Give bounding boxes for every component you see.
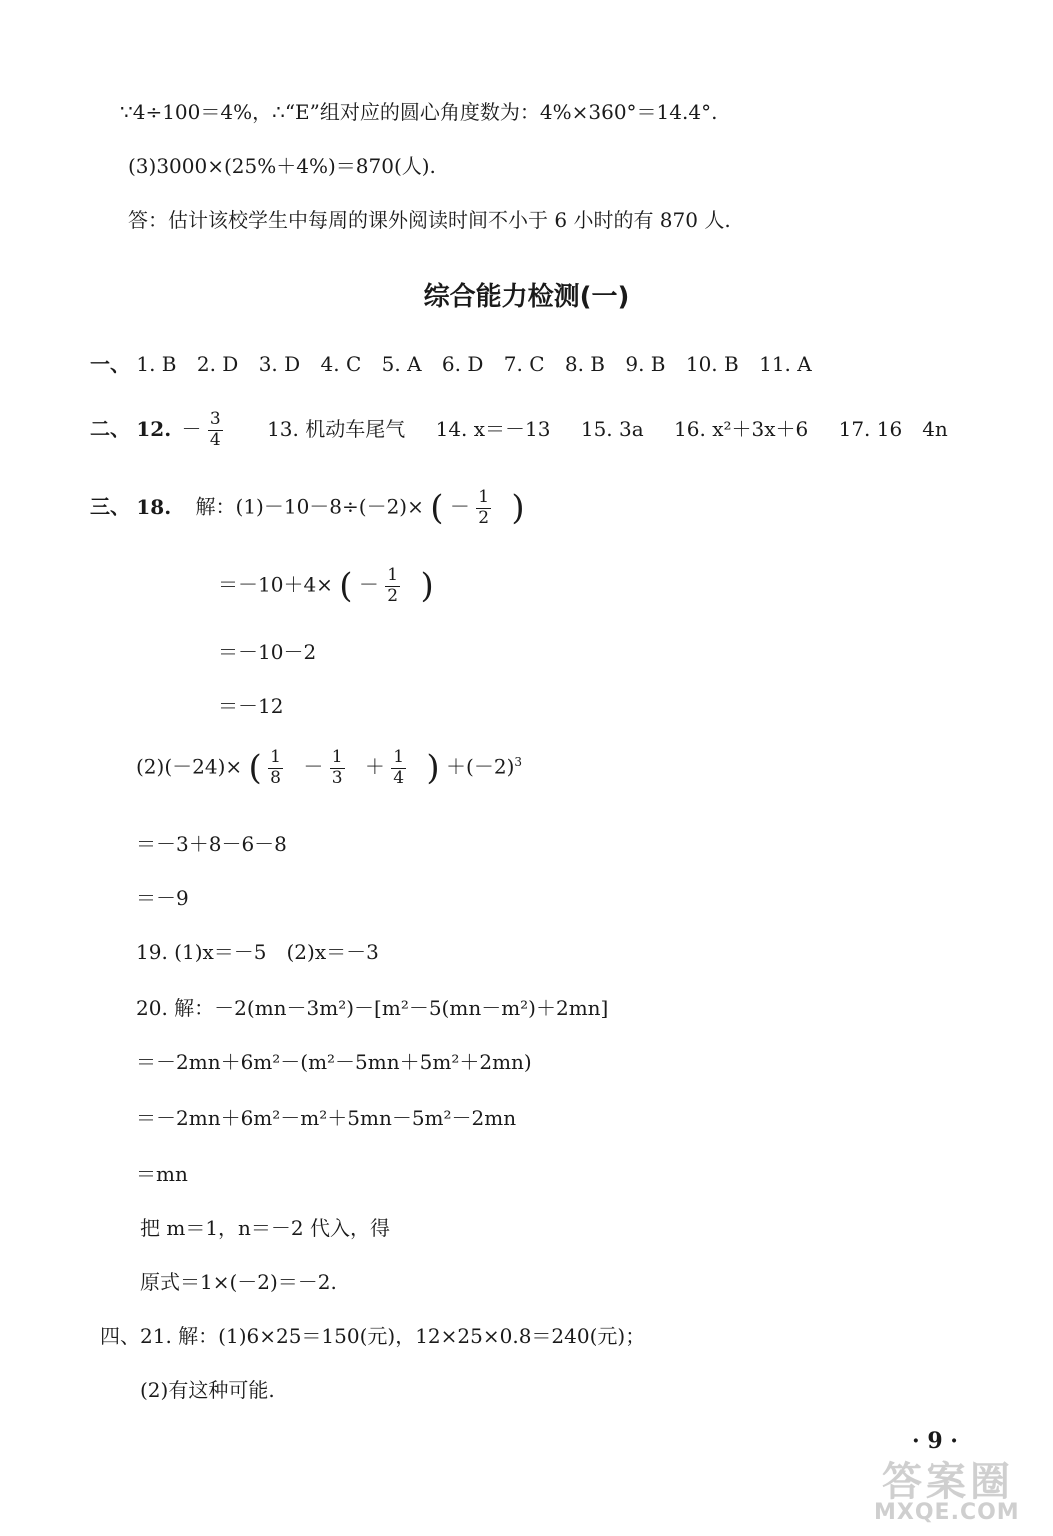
answer-8: 8. B — [564, 352, 605, 376]
paren-close: ) — [426, 748, 440, 789]
q20-line: 把 m＝1，n＝－2 代入，得 — [140, 1216, 391, 1240]
section-label: 二、 — [90, 416, 130, 441]
answer-14: 14. x＝－13 — [435, 416, 551, 441]
expression: 解：(1)－10－8÷(－2)× — [195, 494, 424, 519]
q20-line: ＝mn — [136, 1162, 188, 1186]
minus-sign: － — [449, 494, 470, 519]
q18-step2: ＝－10－2 — [218, 640, 317, 664]
q20-line: 原式＝1×(－2)＝－2. — [140, 1270, 337, 1294]
fraction — [268, 748, 297, 788]
fraction — [385, 566, 414, 606]
q18-step3: ＝－12 — [218, 694, 284, 718]
watermark-logo — [864, 1448, 1044, 1528]
q20-line: ＝－2mn＋6m²－m²＋5mn－5m²－2mn — [136, 1106, 517, 1130]
section-label: 三、 — [90, 494, 130, 519]
minus-sign: － — [181, 416, 202, 441]
numerator: 1 — [387, 565, 399, 585]
section-label: 一、 — [90, 352, 130, 376]
answer-4: 4. C — [320, 352, 362, 376]
answer-10: 10. B — [685, 352, 739, 376]
answer-12 — [136, 409, 243, 450]
text-line: ∵4÷100＝4%，∴“E”组对应的圆心角度数为：4%×360°＝14.4°. — [120, 100, 718, 124]
denominator: 2 — [478, 507, 490, 528]
answer-6: 6. D — [441, 352, 484, 376]
numerator: 1 — [393, 747, 405, 767]
watermark-site: MXQE.COM — [874, 1500, 1020, 1525]
numerator: 3 — [209, 409, 221, 429]
fraction — [391, 748, 420, 788]
text-line: 答：估计该校学生中每周的课外阅读时间不小于 6 小时的有 870 人. — [128, 208, 731, 232]
q20-line: ＝－2mn＋6m²－(m²－5mn＋5m²＋2mn) — [136, 1050, 532, 1074]
answer-5: 5. A — [381, 352, 422, 376]
answer-15: 15. 3a — [580, 416, 644, 441]
paren-open: ( — [248, 748, 262, 789]
denominator: 3 — [331, 767, 343, 788]
q21-line: 四、21. 解：(1)6×25＝150(元)，12×25×0.8＝240(元)； — [100, 1324, 646, 1348]
q18-step4: ＝－3＋8－6－8 — [136, 832, 287, 856]
answer-16: 16. x²＋3x＋6 — [674, 416, 809, 441]
q18-step5: ＝－9 — [136, 886, 189, 910]
paren-open: ( — [430, 488, 444, 529]
question-number: 12. — [136, 416, 172, 441]
plus-sign: ＋ — [364, 754, 385, 779]
paren-close: ) — [420, 566, 434, 607]
denominator: 2 — [387, 585, 399, 606]
q19-answer: 19. (1)x＝－5 (2)x＝－3 — [136, 940, 379, 964]
denominator: 4 — [393, 767, 405, 788]
paren-close: ) — [511, 488, 525, 529]
q18-step1 — [218, 566, 434, 606]
multiple-choice-answers — [90, 348, 826, 377]
watermark-text: 答案圈 — [882, 1459, 1014, 1505]
minus-sign: － — [358, 572, 379, 597]
expression: ＝－10＋4× — [218, 572, 333, 597]
page-number: · 9 · — [912, 1428, 958, 1454]
answer-17: 17. 16 4n — [838, 416, 948, 441]
answer-13: 13. 机动车尾气 — [267, 416, 406, 441]
section-title: 综合能力检测(一) — [423, 282, 630, 312]
question-number: 18. — [136, 494, 172, 519]
fraction — [208, 410, 237, 450]
expression: (2)(－24)× — [136, 754, 243, 779]
q21-line: (2)有这种可能. — [140, 1378, 275, 1402]
fraction — [476, 488, 505, 528]
denominator: 8 — [270, 767, 281, 788]
answer-3: 3. D — [258, 352, 301, 376]
answer-9: 9. B — [625, 352, 666, 376]
numerator: 1 — [331, 747, 343, 767]
exponent: 3 — [514, 754, 523, 769]
answer-1: 1. B — [136, 352, 177, 376]
answer-11: 11. A — [759, 352, 812, 376]
answer-7: 7. C — [503, 352, 545, 376]
q20-line: 20. 解：－2(mn－3m²)－[m²－5(mn－m²)＋2mn] — [136, 996, 609, 1020]
denominator: 4 — [209, 429, 221, 450]
paren-open: ( — [339, 566, 353, 607]
numerator: 1 — [270, 747, 281, 767]
q18-part1 — [90, 488, 525, 528]
expression: ＋(－2) — [446, 754, 515, 779]
fraction — [330, 748, 359, 788]
text-line: (3)3000×(25%＋4%)＝870(人). — [128, 154, 436, 178]
q18-part2 — [136, 748, 522, 788]
numerator: 1 — [478, 487, 490, 507]
minus-sign: － — [303, 754, 324, 779]
fill-in-answers — [90, 410, 962, 450]
answer-2: 2. D — [196, 352, 239, 376]
